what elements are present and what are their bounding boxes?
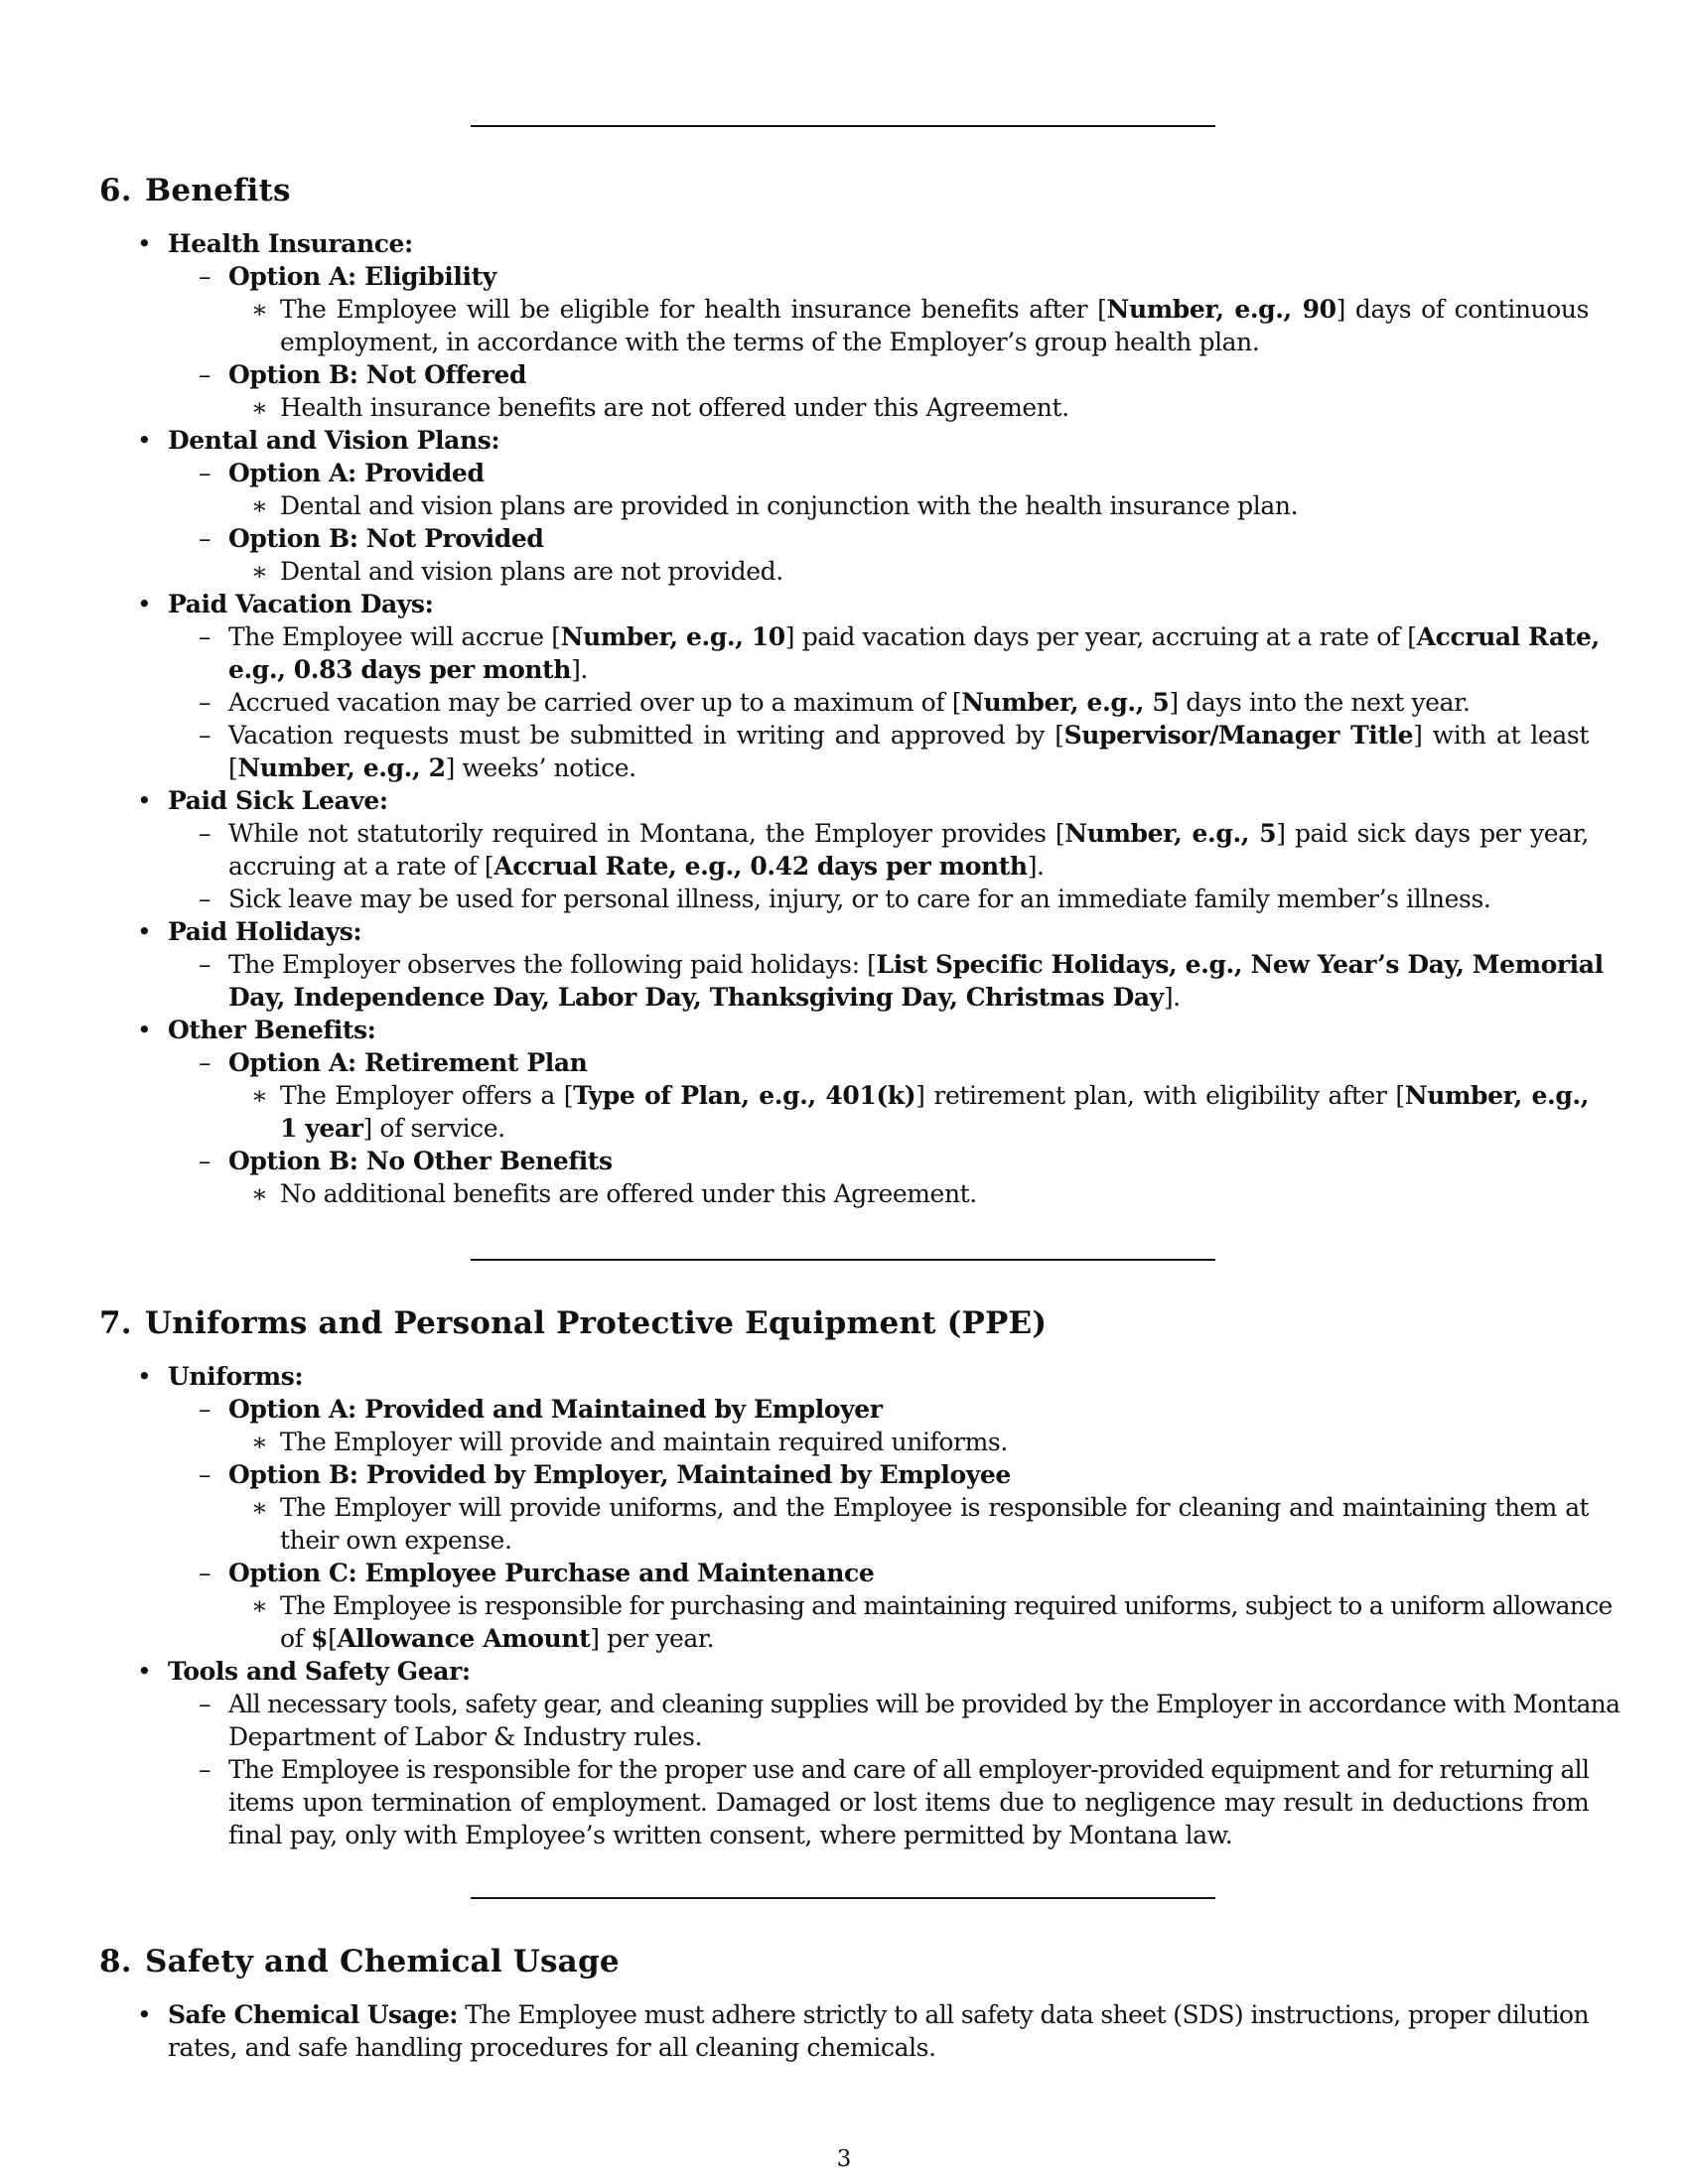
option-label: Option C: Employee Purchase and Maintenance — [228, 1559, 875, 1587]
text-line: Day, Independence Day, Labor Day, Thanksgiving Day, Christmas Day]. — [228, 983, 1181, 1012]
star-marker: ∗ — [251, 1591, 268, 1620]
option-label: Option B: Not Provided — [228, 524, 544, 553]
dash-marker: – — [199, 1690, 211, 1718]
text-line: The Employer will provide and maintain required uniforms. — [280, 1428, 1008, 1456]
paid-sick-leave-label: Paid Sick Leave: — [168, 786, 388, 815]
bullet-marker: • — [137, 229, 152, 258]
bullet-marker: • — [137, 1362, 152, 1391]
section-heading-uniforms-ppe: 7. Uniforms and Personal Protective Equipment (PPE) — [99, 1305, 1048, 1341]
tools-safety-gear-label: Tools and Safety Gear: — [168, 1657, 471, 1686]
text-line: The Employer offers a [Type of Plan, e.g., 401(k)] retirement plan, with eligibility after [Number, e.g., — [280, 1081, 1590, 1110]
health-insurance-label: Health Insurance: — [168, 229, 413, 258]
dash-marker: – — [199, 1048, 211, 1077]
text-line: The Employer will provide uniforms, and the Employee is responsible for cleaning and maintaining them at — [280, 1493, 1589, 1522]
text-line: The Employee will be eligible for health insurance benefits after [Number, e.g., 90] days of continuous — [280, 295, 1589, 324]
star-marker: ∗ — [251, 491, 268, 520]
star-marker: ∗ — [251, 1428, 268, 1456]
text-line: The Employee is responsible for the proper use and care of all employer-provided equipment and for returning all — [228, 1755, 1590, 1784]
option-label: Option A: Provided — [228, 459, 485, 487]
star-marker: ∗ — [251, 295, 268, 324]
text-line: accruing at a rate of [Accrual Rate, e.g., 0.42 days per month]. — [228, 852, 1045, 881]
option-label: Option A: Retirement Plan — [228, 1048, 588, 1077]
dash-marker: – — [199, 819, 211, 848]
text-line: of $[Allowance Amount] per year. — [280, 1624, 715, 1653]
dash-marker: – — [199, 1395, 211, 1424]
text-line: Sick leave may be used for personal illness, injury, or to care for an immediate family member’s illness. — [228, 885, 1491, 913]
bullet-marker: • — [137, 426, 152, 455]
text-line: Health insurance benefits are not offered under this Agreement. — [280, 393, 1069, 422]
section-divider — [471, 125, 1215, 127]
text-line: The Employee will accrue [Number, e.g., 10] paid vacation days per year, accruing at a rate of [Accrual Rate, — [228, 622, 1600, 651]
other-benefits-label: Other Benefits: — [168, 1016, 376, 1044]
page-number: 3 — [836, 2146, 852, 2172]
dash-marker: – — [199, 688, 211, 717]
text-line: employment, in accordance with the terms of the Employer’s group health plan. — [280, 328, 1260, 356]
text-line: The Employee is responsible for purchasing and maintaining required uniforms, subject to a uniform allowance — [280, 1591, 1613, 1620]
paid-vacation-label: Paid Vacation Days: — [168, 590, 434, 618]
option-label: Option A: Eligibility — [228, 262, 496, 291]
text-line: Safe Chemical Usage: The Employee must adhere strictly to all safety data sheet (SDS) instructions, proper dilution — [168, 2000, 1589, 2029]
text-line: items upon termination of employment. Damaged or lost items due to negligence may result in deductions from — [228, 1788, 1589, 1817]
text-line: e.g., 0.83 days per month]. — [228, 655, 588, 684]
star-marker: ∗ — [251, 1081, 268, 1110]
dash-marker: – — [199, 622, 211, 651]
dash-marker: – — [199, 1559, 211, 1587]
text-line: Accrued vacation may be carried over up to a maximum of [Number, e.g., 5] days into the next year. — [228, 688, 1471, 717]
bullet-marker: • — [137, 2000, 152, 2029]
text-line: Dental and vision plans are not provided. — [280, 557, 783, 586]
dash-marker: – — [199, 885, 211, 913]
text-line: The Employer observes the following paid holidays: [List Specific Holidays, e.g., New Year’s Day, Memorial — [228, 950, 1604, 979]
paid-holidays-label: Paid Holidays: — [168, 917, 362, 946]
dash-marker: – — [199, 459, 211, 487]
text-line: 1 year] of service. — [280, 1114, 505, 1143]
option-label: Option B: Not Offered — [228, 360, 527, 389]
bullet-marker: • — [137, 917, 152, 946]
dental-vision-label: Dental and Vision Plans: — [168, 426, 500, 455]
dash-marker: – — [199, 1755, 211, 1784]
section-divider — [471, 1259, 1215, 1261]
text-line: [Number, e.g., 2] weeks’ notice. — [228, 753, 636, 782]
uniforms-label: Uniforms: — [168, 1362, 304, 1391]
dash-marker: – — [199, 721, 211, 750]
text-line: While not statutorily required in Montana, the Employer provides [Number, e.g., 5] paid sick days per year, — [228, 819, 1589, 848]
bullet-marker: • — [137, 1016, 152, 1044]
bullet-marker: • — [137, 1657, 152, 1686]
dash-marker: – — [199, 262, 211, 291]
text-line: final pay, only with Employee’s written consent, where permitted by Montana law. — [228, 1821, 1233, 1849]
text-line: their own expense. — [280, 1526, 512, 1555]
text-line: Department of Labor & Industry rules. — [228, 1722, 703, 1751]
star-marker: ∗ — [251, 1179, 268, 1208]
section-divider — [471, 1897, 1215, 1899]
text-line: rates, and safe handling procedures for all cleaning chemicals. — [168, 2033, 936, 2062]
option-label: Option B: No Other Benefits — [228, 1147, 613, 1175]
section-heading-benefits: 6. Benefits — [99, 173, 291, 208]
text-line: No additional benefits are offered under this Agreement. — [280, 1179, 977, 1208]
dash-marker: – — [199, 360, 211, 389]
text-line: Vacation requests must be submitted in writing and approved by [Supervisor/Manager Title] with at least — [228, 721, 1589, 750]
dash-marker: – — [199, 950, 211, 979]
star-marker: ∗ — [251, 393, 268, 422]
dash-marker: – — [199, 524, 211, 553]
option-label: Option B: Provided by Employer, Maintained by Employee — [228, 1460, 1011, 1489]
star-marker: ∗ — [251, 1493, 268, 1522]
dash-marker: – — [199, 1460, 211, 1489]
section-heading-safety-chemical: 8. Safety and Chemical Usage — [99, 1944, 620, 1979]
option-label: Option A: Provided and Maintained by Employer — [228, 1395, 883, 1424]
bullet-marker: • — [137, 786, 152, 815]
text-line: All necessary tools, safety gear, and cleaning supplies will be provided by the Employer in accordance with Montana — [228, 1690, 1620, 1718]
dash-marker: – — [199, 1147, 211, 1175]
bullet-marker: • — [137, 590, 152, 618]
text-line: Dental and vision plans are provided in conjunction with the health insurance plan. — [280, 491, 1299, 520]
star-marker: ∗ — [251, 557, 268, 586]
